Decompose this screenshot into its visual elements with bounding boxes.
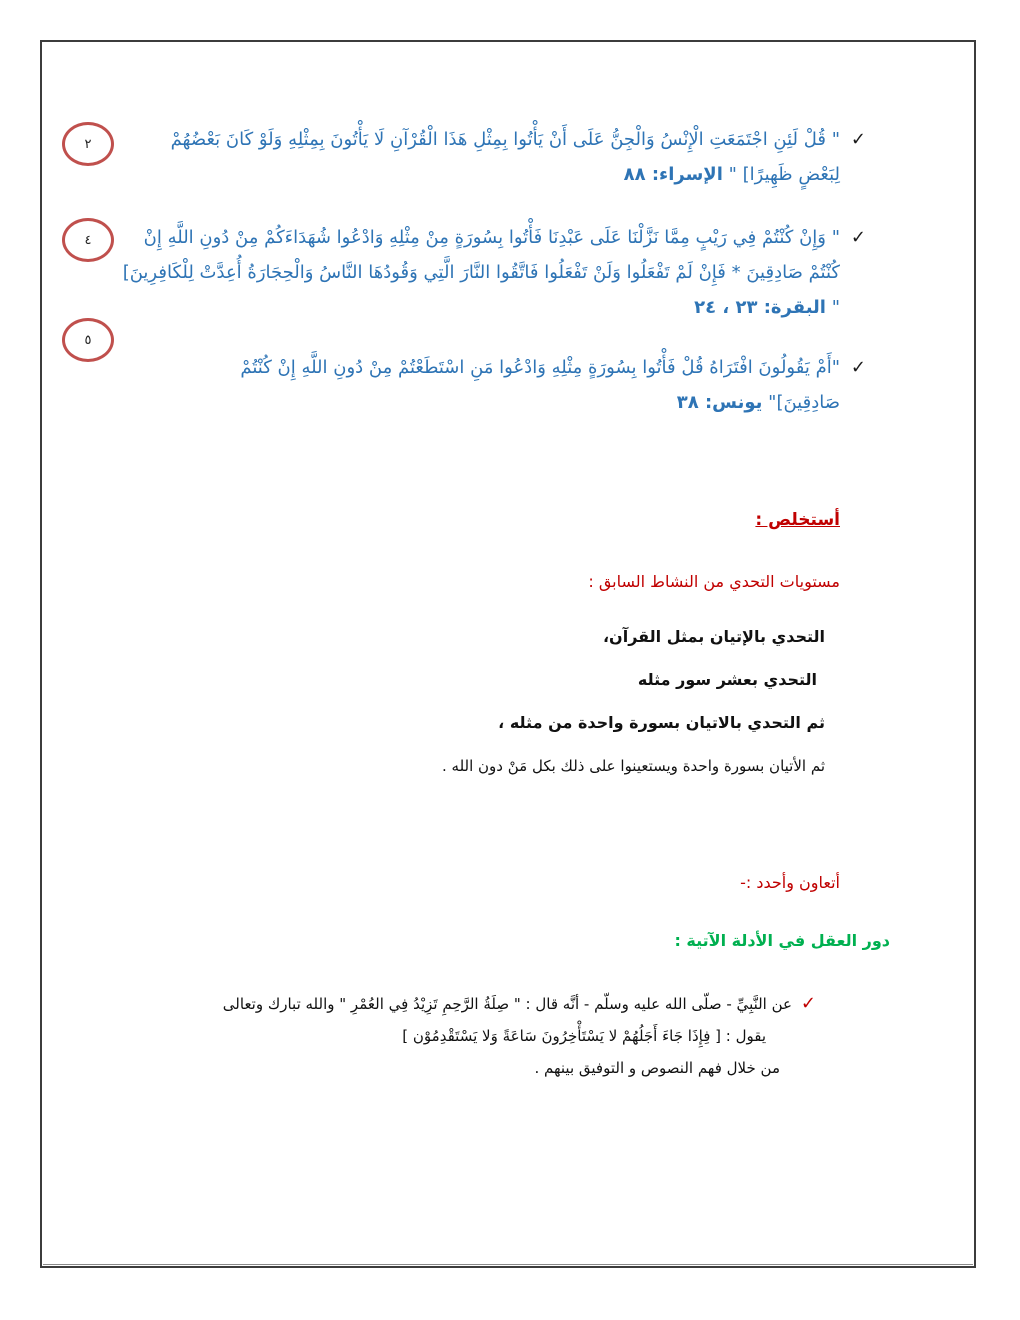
checkmark-icon: ✓	[850, 129, 866, 150]
checkmark-icon: ✓	[800, 993, 816, 1014]
instruction-line: من خلال فهم النصوص و التوفيق بينهم .	[534, 1059, 780, 1077]
verse-number-badge: ٤	[62, 218, 114, 262]
verse-number-badge: ٢	[62, 122, 114, 166]
level-item: التحدي بعشر سور مثله	[637, 670, 817, 689]
verse-number-badge: ٥	[62, 318, 114, 362]
level-item: التحدي بالإتيان بمثل القرآن،	[602, 627, 825, 646]
verse-text: " قُلْ لَئِنِ اجْتَمَعَتِ الْإِنْسُ وَالْجِنُّ عَلَى أَنْ يَأْتُوا بِمِثْلِ هَذَا الْقُرْآنِ لَا يَأْتُونَ بِمِثْلِهِ وَلَوْ كَانَ بَعْضُهُمْ لِبَعْضٍ ظَهِيرًا] "	[170, 129, 840, 185]
verse-line: يقول : [ فِإِذَا جَاءَ أَجَلُهُمْ لا يَسْتَأْخِرُونَ سَاعَةً وَلا يَسْتَقْدِمُوْن ]	[402, 1027, 766, 1045]
levels-note: ثم الأتيان بسورة واحدة ويستعينوا على ذلك بكل مَنْ دون الله .	[441, 757, 825, 775]
hadith-block	[125, 988, 816, 1084]
cooperate-heading: أتعاون وأحدد :-	[740, 873, 840, 892]
verse-reference: البقرة: ٢٣ ، ٢٤	[694, 297, 826, 318]
conclude-heading: أستخلص :	[755, 510, 840, 530]
hadith-line: عن النَّبِيِّ - صلّى الله عليه وسلّم - أنَّه قال : " صِلَةُ الرَّحِمِ تَزِيْدُ فِي العُمْرِ " والله تبارك وتعالى	[222, 995, 792, 1013]
verse-reference: الإسراء: ٨٨	[623, 164, 723, 185]
reason-heading: دور العقل في الأدلة الآتية :	[674, 931, 890, 950]
verse-block	[165, 122, 866, 192]
verse-text: "أَمْ يَقُولُونَ افْتَرَاهُ قُلْ فَأْتُوا بِسُورَةٍ مِثْلِهِ وَادْعُوا مَنِ اسْتَطَعْتُمْ مِنْ دُونِ اللَّهِ إِنْ كُنْتُمْ صَادِقِينَ]"	[240, 357, 840, 413]
verse-reference: يونس: ٣٨	[676, 392, 763, 413]
checkmark-icon: ✓	[850, 227, 866, 248]
levels-heading: مستويات التحدي من النشاط السابق :	[588, 572, 840, 591]
verse-block	[240, 350, 866, 420]
level-item: ثم التحدي بالاتيان بسورة واحدة من مثله ،	[498, 713, 825, 732]
checkmark-icon: ✓	[850, 357, 866, 378]
verse-block	[120, 220, 866, 325]
verse-text: " وَإِنْ كُنْتُمْ فِي رَيْبٍ مِمَّا نَزَّلْنَا عَلَى عَبْدِنَا فَأْتُوا بِسُورَةٍ مِنْ مِثْلِهِ وَادْعُوا شُهَدَاءَكُمْ مِنْ دُونِ اللَّهِ إِنْ كُنْتُمْ صَادِقِينَ * فَإِنْ لَمْ تَفْعَلُوا وَلَنْ تَفْعَلُوا فَاتَّقُوا النَّارَ الَّتِي وَقُودُهَا النَّاسُ وَالْحِجَارَةُ أُعِدَّتْ لِلْكَافِرِينَ] "	[122, 227, 840, 318]
